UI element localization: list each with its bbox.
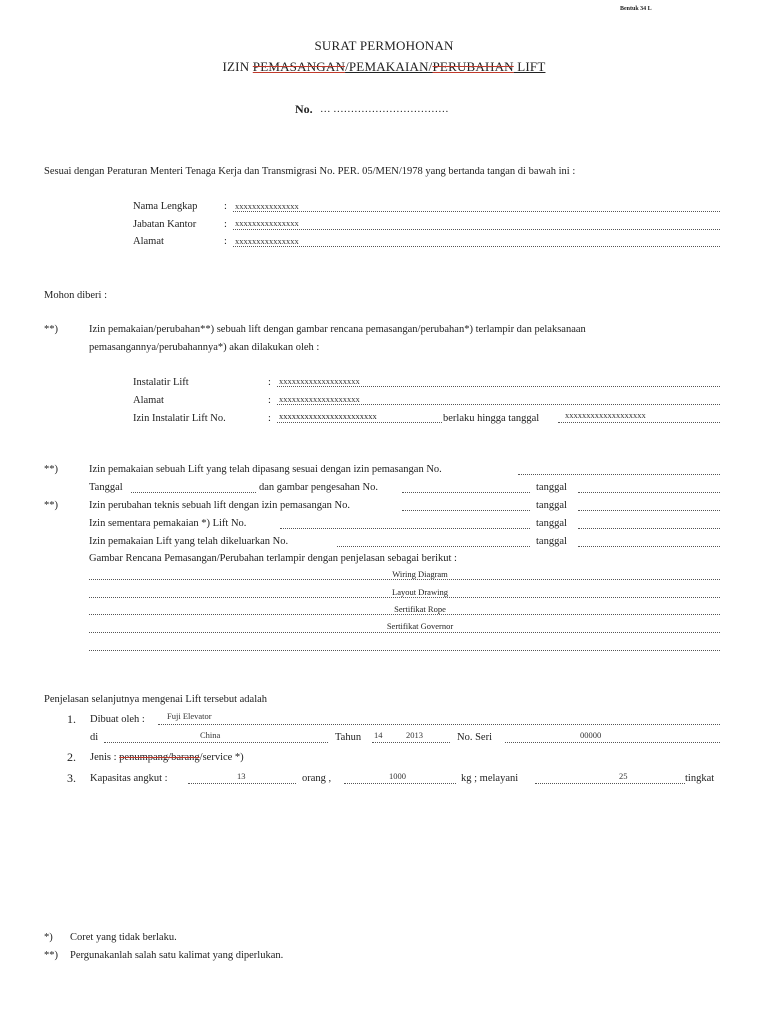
sec2-line3-tanggal-dotline — [578, 510, 720, 511]
instalatir-colon: : — [268, 377, 271, 388]
kapasitas-label: Kapasitas angkut : — [90, 773, 168, 784]
detail-intro: Penjelasan selanjutnya mengenai Lift tersebut adalah — [44, 694, 268, 705]
mohon-diberi: Mohon diberi : — [44, 290, 107, 301]
document-subtitle — [0, 59, 768, 75]
document-title: SURAT PERMOHONAN — [314, 38, 454, 53]
sec2-line4: Izin sementara pemakaian *) Lift No. — [89, 518, 247, 529]
berlaku-label: berlaku hingga tanggal — [443, 413, 540, 424]
para1-line2: pemasangannya/perubahannya*) akan dilakukan oleh : — [89, 342, 320, 353]
kg-melayani-label: kg ; melayani — [461, 773, 519, 784]
noseri-dotline — [505, 742, 720, 743]
sec2-pengesahan-dotline — [402, 492, 530, 493]
noseri-label: No. Seri — [457, 732, 492, 743]
subtitle-pemasangan-struck: PEMASANGAN — [252, 59, 346, 74]
attachment-dotline-2 — [89, 597, 720, 598]
jenis-struck-option: penumpang/barang — [119, 752, 200, 763]
dibuat-oleh-dotline — [158, 724, 720, 725]
tahun-dotline — [372, 742, 450, 743]
berlaku-value[interactable]: xxxxxxxxxxxxxxxxxxx — [565, 410, 646, 420]
footnote-2-text: Pergunakanlah salah satu kalimat yang diperlukan. — [70, 950, 284, 961]
subtitle-izin: IZIN — [222, 59, 253, 74]
footnote-1-mark: *) — [44, 932, 53, 943]
sec2-tanggal-dotline — [131, 492, 256, 493]
sec2-line4-dotline — [280, 528, 530, 529]
footnote-1-text: Coret yang tidak berlaku. — [70, 932, 177, 943]
izin-instalatir-colon: : — [268, 413, 271, 424]
tahun-value-a[interactable]: 14 — [374, 730, 383, 740]
sec2-line1: Izin pemakaian sebuah Lift yang telah dipasang sesuai dengan izin pemasangan No. — [89, 464, 442, 475]
jenis-label: Jenis : — [90, 752, 120, 763]
jabatan-value[interactable]: xxxxxxxxxxxxxxx — [235, 218, 299, 228]
installer-alamat-label: Alamat — [133, 395, 164, 406]
letter-number-field[interactable]: … …………………………… — [320, 104, 449, 115]
sec2-tanggal2-label: tanggal — [536, 482, 567, 493]
kapasitas-value[interactable]: 13 — [237, 771, 246, 781]
sec2-tanggal-label: Tanggal — [89, 482, 123, 493]
installer-alamat-colon: : — [268, 395, 271, 406]
nama-colon: : — [224, 201, 227, 212]
sec2-gambar-pengesahan: dan gambar pengesahan No. — [259, 482, 378, 493]
di-dotline — [104, 742, 328, 743]
attachment-sertifikat-rope[interactable]: Sertifikat Rope — [394, 604, 446, 614]
sec2-mark-2: **) — [44, 500, 58, 511]
noseri-value[interactable]: 00000 — [580, 730, 602, 740]
kg-dotline — [344, 783, 456, 784]
sec2-line5-tanggal-dotline — [578, 546, 720, 547]
para1-line1: Izin pemakaian/perubahan**) sebuah lift dengan gambar rencana pemasangan/perubahan*) terlampir dan pelaksanaan — [89, 324, 586, 335]
nama-dotline — [233, 211, 720, 212]
attachment-dotline-1 — [89, 579, 720, 580]
alamat-label: Alamat — [133, 236, 164, 247]
kg-value[interactable]: 1000 — [389, 771, 406, 781]
sec2-line3-dotline — [402, 510, 530, 511]
orang-label: orang , — [302, 773, 332, 784]
tingkat-value[interactable]: 25 — [619, 771, 628, 781]
subtitle-perubahan-struck: PERUBAHAN — [432, 59, 514, 74]
sec2-line5-tanggal: tanggal — [536, 536, 567, 547]
di-value[interactable]: China — [200, 730, 221, 740]
sec2-line3-tanggal: tanggal — [536, 500, 567, 511]
sec2-line4-tanggal-dotline — [578, 528, 720, 529]
detail-number-1: 1. — [67, 712, 76, 726]
jabatan-colon: : — [224, 219, 227, 230]
attachment-sertifikat-governor[interactable]: Sertifikat Governor — [386, 621, 454, 631]
sec2-line5: Izin pemakaian Lift yang telah dikeluarkan No. — [89, 536, 289, 547]
instalatir-value[interactable]: xxxxxxxxxxxxxxxxxxx — [279, 376, 360, 386]
jenis-service-option: /service *) — [199, 752, 244, 763]
installer-alamat-value[interactable]: xxxxxxxxxxxxxxxxxxx — [279, 394, 360, 404]
letter-number-label: No. — [295, 102, 313, 116]
attachment-layout-drawing[interactable]: Layout Drawing — [392, 587, 448, 597]
sec2-line1-dotline — [518, 474, 720, 475]
installer-alamat-dotline — [277, 404, 720, 405]
form-code: Bentuk 34 L — [620, 6, 652, 12]
detail-number-2: 2. — [67, 750, 76, 764]
attachment-dotline-4 — [89, 632, 720, 633]
alamat-colon: : — [224, 236, 227, 247]
dibuat-oleh-value[interactable]: Fuji Elevator — [167, 711, 212, 721]
footnote-2-mark: **) — [44, 950, 58, 961]
izin-instalatir-value[interactable]: xxxxxxxxxxxxxxxxxxxxxxx — [279, 411, 377, 421]
sec2-line3: Izin perubahan teknis sebuah lift dengan izin pemasangan No. — [89, 500, 350, 511]
subtitle-pemakaian: /PEMAKAIAN/ — [345, 59, 433, 74]
instalatir-dotline — [277, 386, 720, 387]
izin-instalatir-dotline — [277, 422, 442, 423]
attachment-dotline-5 — [89, 650, 720, 651]
instalatir-label: Instalatir Lift — [133, 377, 189, 388]
sec2-line6: Gambar Rencana Pemasangan/Perubahan terlampir dengan penjelasan sebagai berikut : — [89, 553, 457, 564]
jenis-field[interactable] — [90, 752, 244, 763]
sec2-line4-tanggal: tanggal — [536, 518, 567, 529]
berlaku-dotline — [558, 422, 720, 423]
tingkat-dotline — [535, 783, 685, 784]
dibuat-oleh-label: Dibuat oleh : — [90, 714, 145, 725]
tahun-value-b[interactable]: 2013 — [406, 730, 423, 740]
para1-mark: **) — [44, 324, 58, 335]
attachment-wiring-diagram[interactable]: Wiring Diagram — [392, 569, 448, 579]
nama-value[interactable]: xxxxxxxxxxxxxxx — [235, 201, 299, 211]
nama-label: Nama Lengkap — [133, 201, 198, 212]
sec2-tanggal2-dotline — [578, 492, 720, 493]
alamat-value[interactable]: xxxxxxxxxxxxxxx — [235, 236, 299, 246]
izin-instalatir-label: Izin Instalatir Lift No. — [133, 413, 226, 424]
sec2-line5-dotline — [337, 546, 530, 547]
detail-number-3: 3. — [67, 771, 76, 785]
intro-text: Sesuai dengan Peraturan Menteri Tenaga Kerja dan Transmigrasi No. PER. 05/MEN/1978 yang bertanda tangan di bawah ini : — [44, 166, 576, 177]
subtitle-lift: LIFT — [513, 59, 546, 74]
jabatan-dotline — [233, 229, 720, 230]
di-label: di — [90, 732, 99, 743]
tingkat-label: tingkat — [685, 773, 715, 784]
sec2-mark-1: **) — [44, 464, 58, 475]
tahun-label: Tahun — [335, 732, 362, 743]
alamat-dotline — [233, 246, 720, 247]
kapasitas-dotline — [188, 783, 296, 784]
attachment-dotline-3 — [89, 614, 720, 615]
jabatan-label: Jabatan Kantor — [133, 219, 197, 230]
